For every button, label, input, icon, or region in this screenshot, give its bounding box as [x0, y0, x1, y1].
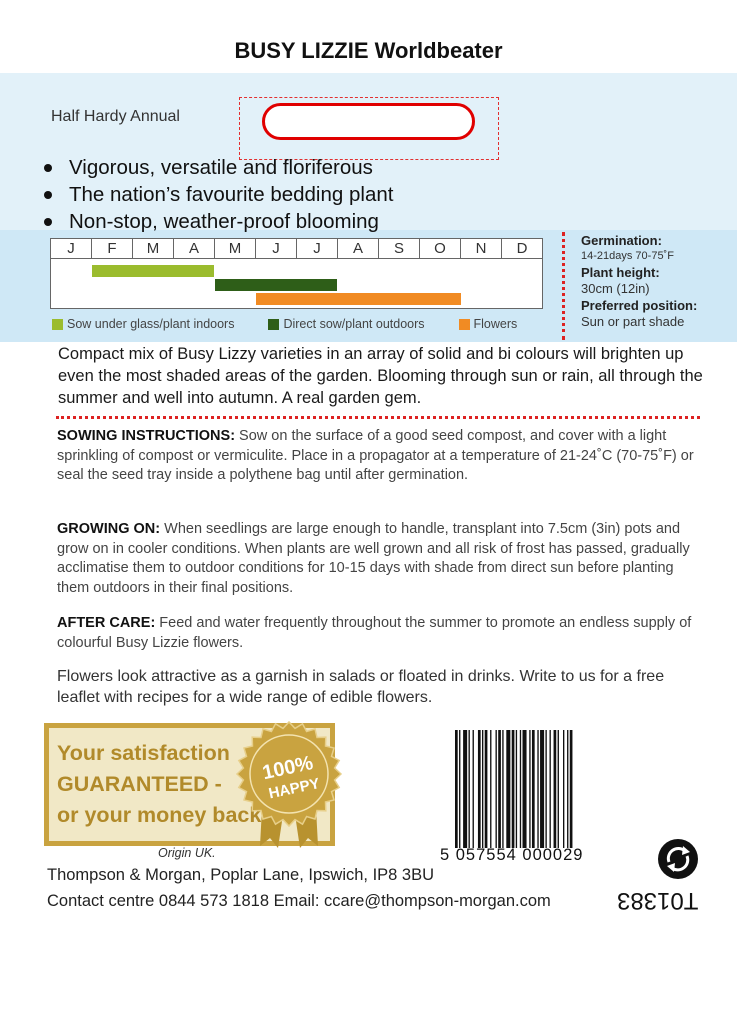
bullet-dot-icon	[44, 218, 52, 226]
sowing-heading: SOWING INSTRUCTIONS:	[57, 428, 236, 444]
month-label: J	[51, 239, 92, 258]
month-label: M	[133, 239, 174, 258]
recycle-icon	[657, 838, 699, 880]
month-label: J	[297, 239, 338, 258]
barcode-bar	[567, 730, 568, 848]
germination-value: 14-21days 70-75˚F	[581, 250, 674, 262]
seal-bottom-text: HAPPY	[267, 775, 322, 803]
legend-swatch	[459, 319, 470, 330]
germination-label: Germination:	[581, 233, 662, 248]
barcode-bar	[469, 730, 470, 848]
barcode-bar	[558, 730, 559, 848]
sticker-area-pill	[262, 103, 475, 140]
product-code: T01383	[617, 887, 699, 914]
bullet-item: Vigorous, versatile and floriferous	[44, 154, 393, 181]
barcode-bar	[478, 730, 481, 848]
growing-on	[57, 520, 697, 598]
preferred-position-value: Sun or part shade	[581, 314, 685, 329]
contact-info: Contact centre 0844 573 1818 Email: ccare@thompson-morgan.com	[47, 892, 551, 910]
barcode-bar	[554, 730, 557, 848]
plant-height-value: 30cm (12in)	[581, 281, 650, 296]
calendar-legend	[52, 317, 551, 331]
feature-bullets	[44, 154, 393, 235]
germination-info	[581, 233, 731, 331]
barcode-bar	[540, 730, 544, 848]
month-label: A	[174, 239, 215, 258]
month-label: J	[256, 239, 297, 258]
barcode-bar	[502, 730, 503, 848]
barcode-bar	[512, 730, 515, 848]
barcode-bar	[532, 730, 535, 848]
aftercare-text: Feed and water frequently throughout the summer to promote an endless supply of colourful Busy Lizzie flowers.	[57, 615, 692, 651]
barcode-bar	[506, 730, 510, 848]
barcode-bar	[459, 730, 460, 848]
guarantee-line-2: GUARANTEED -	[57, 772, 222, 796]
legend-swatch	[52, 319, 63, 330]
barcode-bar	[529, 730, 530, 848]
bullet-item: Non-stop, weather-proof blooming	[44, 208, 393, 235]
barcode-bar	[537, 730, 538, 848]
horizontal-dotted-divider	[56, 416, 700, 419]
sow-indoors-bar	[92, 265, 214, 277]
sowing-calendar	[50, 238, 543, 309]
happy-seal-icon	[235, 720, 343, 828]
growing-text: When seedlings are large enough to handle, transplant into 7.5cm (3in) pots and grow on in cooler conditions. When plants are well grown and all risk of frost has passed, gradually acclimatise them to outdoor conditions for 10-15 days with shade from direct sun before planting them outdoors in their final positions.	[57, 521, 690, 596]
month-label: O	[420, 239, 461, 258]
barcode-bar	[490, 730, 491, 848]
barcode-number: 5 057554 000029	[440, 846, 584, 864]
bullet-item: The nation’s favourite bedding plant	[44, 181, 393, 208]
barcode-bar	[520, 730, 521, 848]
vertical-dotted-divider	[562, 232, 565, 340]
legend-sow: Sow under glass/plant indoors	[52, 317, 234, 331]
month-label: M	[215, 239, 256, 258]
sowing-text: Sow on the surface of a good seed compost, and cover with a light sprinkling of compost or vermiculite. Place in a propagator at a temperature of 21-24˚C (70-75˚F) or seal the seed tray inside a polythene bag until after germination.	[57, 428, 694, 483]
month-label: N	[461, 239, 502, 258]
bullet-dot-icon	[44, 191, 52, 199]
growing-heading: GROWING ON:	[57, 521, 161, 537]
packet-title: BUSY LIZZIE Worldbeater	[234, 38, 503, 63]
legend-direct: Direct sow/plant outdoors	[268, 317, 424, 331]
plant-height-label: Plant height:	[581, 265, 660, 280]
company-address: Thompson & Morgan, Poplar Lane, Ipswich, IP8 3BU	[47, 866, 435, 884]
barcode-bar	[473, 730, 474, 848]
guarantee-line-3: or your money back	[57, 803, 262, 827]
bullet-dot-icon	[44, 164, 52, 172]
barcode-icon	[455, 730, 637, 848]
aftercare-heading: AFTER CARE:	[57, 615, 156, 631]
origin-label: Origin UK.	[158, 846, 216, 860]
guarantee-line-1: Your satisfaction	[57, 741, 230, 765]
seal-top-text: 100%	[260, 752, 316, 785]
barcode-bar	[516, 730, 517, 848]
sowing-instructions	[57, 427, 697, 486]
product-description: Compact mix of Busy Lizzy varieties in an array of solid and bi colours will brighten up even the most shaded areas of the garden. Blooming through sun or rain, all through the summer and well into autumn. A real garden gem.	[58, 345, 703, 407]
month-label: D	[516, 240, 528, 257]
calendar-month-row	[51, 239, 542, 259]
flowers-bar	[256, 293, 461, 305]
legend-swatch	[268, 319, 279, 330]
barcode-bar	[496, 730, 497, 848]
direct-sow-bar	[215, 279, 337, 291]
after-care	[57, 614, 697, 653]
barcode-bar	[463, 730, 467, 848]
month-label: S	[379, 239, 420, 258]
barcode-bar	[570, 730, 573, 848]
preferred-position-label: Preferred position:	[581, 298, 698, 313]
month-label: A	[338, 239, 379, 258]
barcode-bar	[545, 730, 546, 848]
legend-flowers: Flowers	[459, 317, 518, 331]
barcode-bar	[523, 730, 527, 848]
barcode-bar	[482, 730, 483, 848]
barcode-bar	[485, 730, 488, 848]
barcode-bar	[563, 730, 564, 848]
plant-type-label: Half Hardy Annual	[51, 108, 180, 125]
barcode-bar	[498, 730, 501, 848]
barcode-bar	[550, 730, 551, 848]
barcode-bar	[455, 730, 458, 848]
edible-flowers-note: Flowers look attractive as a garnish in salads or floated in drinks. Write to us for a free leaflet with recipes for a wide range of edible flowers.	[57, 668, 665, 706]
month-label: F	[92, 239, 133, 258]
